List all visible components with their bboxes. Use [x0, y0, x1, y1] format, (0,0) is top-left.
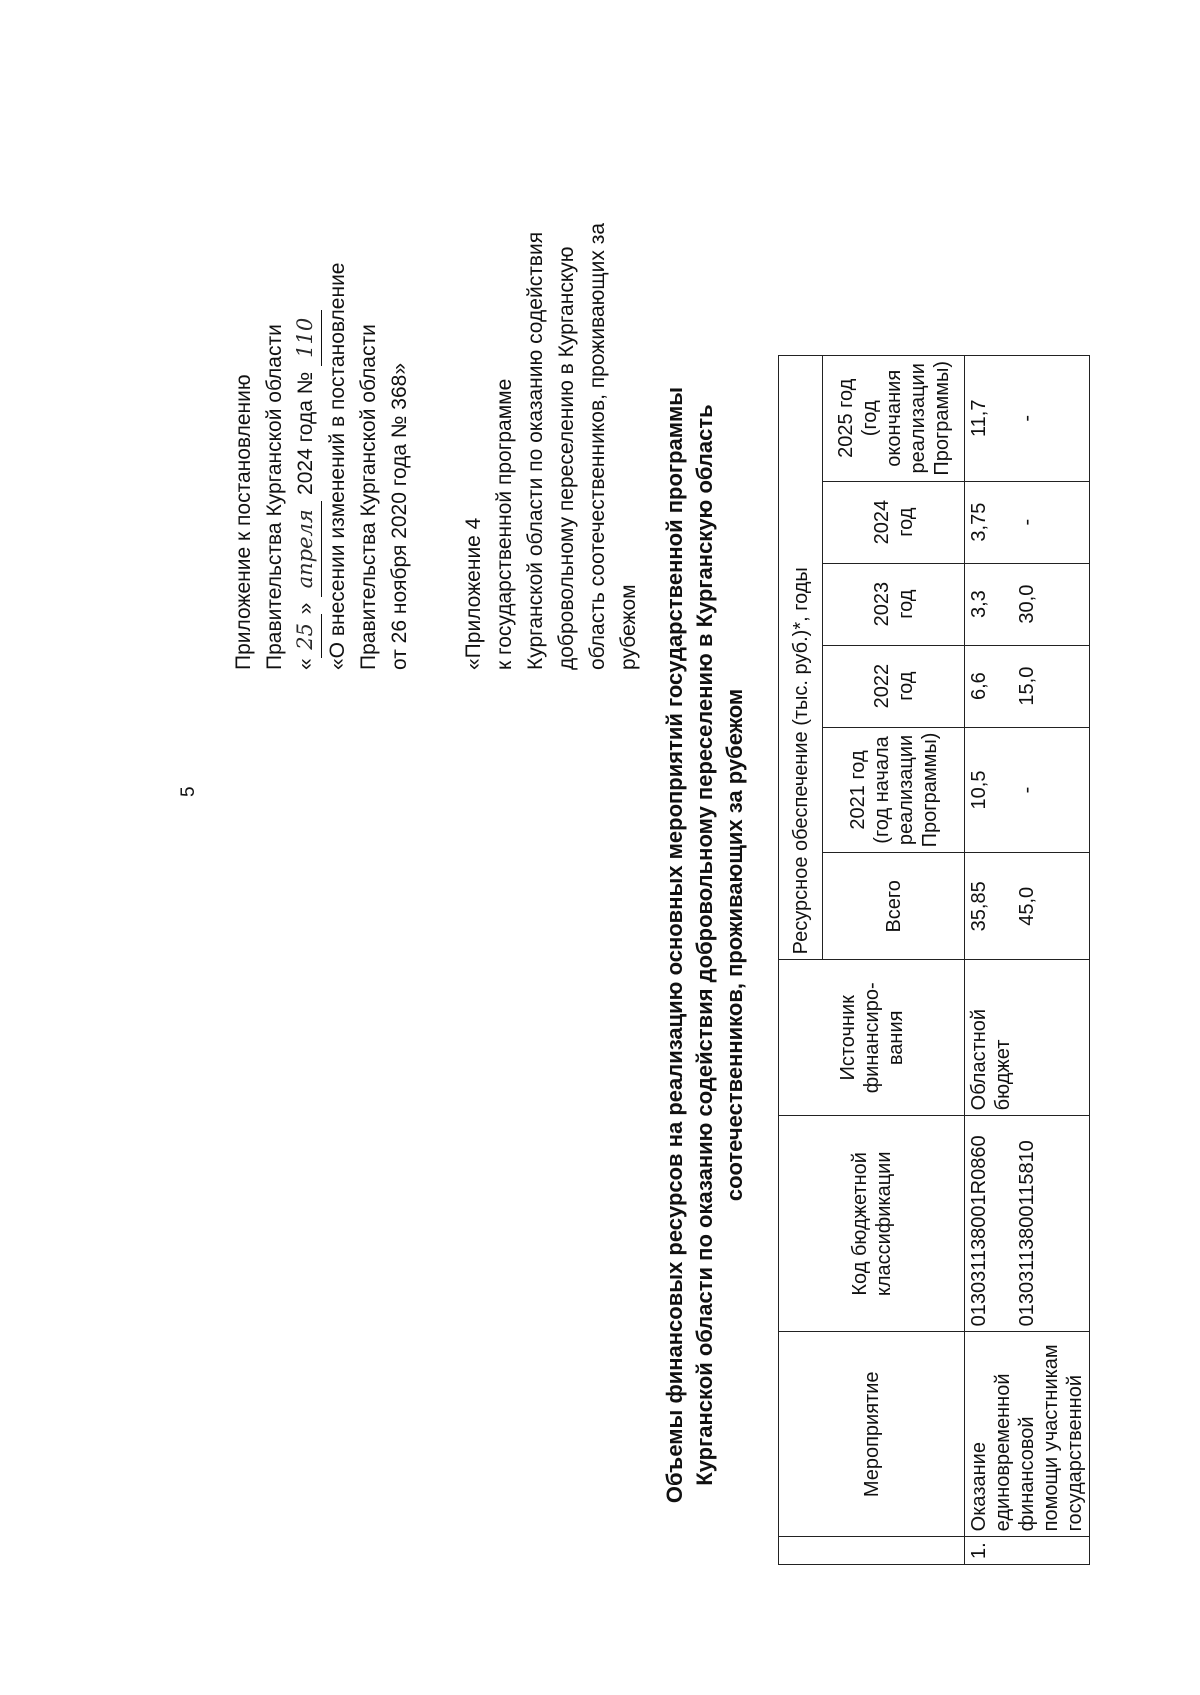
- program-line: рубежом: [617, 584, 640, 670]
- value-2025: 11,7: [968, 399, 990, 437]
- value-2021: -: [1016, 786, 1038, 794]
- header-2023: 2023 год: [823, 563, 965, 645]
- budget-code: 01303113800115810: [1016, 1140, 1038, 1327]
- page-number: 5: [178, 786, 199, 797]
- program-line: к государственной программе: [493, 378, 516, 670]
- appendix-line: Правительства Курганской области: [357, 324, 380, 670]
- value-2021: 10,5: [968, 770, 990, 810]
- row-2022: [965, 645, 1090, 727]
- value-2023: 3,3: [968, 590, 990, 619]
- value-total: 35,85: [968, 881, 990, 932]
- title-line: Объемы финансовых ресурсов на реализацию основных мероприятий государственной программы: [662, 386, 687, 1504]
- value-2022: 6,6: [968, 672, 990, 701]
- row-2025: [965, 355, 1090, 481]
- row-2024: [965, 481, 1090, 563]
- row-total: [965, 853, 1090, 960]
- header-number-cell: [779, 1537, 965, 1565]
- value-2024: 3,75: [968, 502, 990, 542]
- appendix-line: «О внесении изменений в постановление: [326, 262, 349, 670]
- appendix-date-line: [290, 263, 322, 671]
- value-total: 45,0: [1016, 886, 1038, 926]
- title-line: соотечественников, проживающих за рубежом: [722, 688, 747, 1202]
- row-activity: Оказание единовременной финансовой помощи участникам государственной: [965, 1332, 1090, 1537]
- table-row: [965, 355, 1090, 1564]
- value-2022: 15,0: [1016, 666, 1038, 706]
- header-resources: Ресурсное обеспечение (тыс. руб.)*, годы: [779, 355, 823, 959]
- row-2023: [965, 563, 1090, 645]
- program-appendix-header: [458, 223, 644, 670]
- program-line: «Приложение 4: [462, 517, 485, 670]
- appendix-line: Приложение к постановлению: [232, 374, 255, 670]
- financing-table: [778, 355, 1090, 1565]
- header-2021: 2021 год (год начала реализации Программы): [823, 727, 965, 853]
- handwritten-number: 110: [290, 310, 322, 366]
- header-total: Всего: [823, 853, 965, 960]
- program-line: область соотечественников, проживающих за: [586, 222, 609, 670]
- year-text: 2024 года №: [294, 371, 317, 495]
- row-number: 1.: [965, 1537, 1090, 1565]
- row-budget-codes: [965, 1116, 1090, 1332]
- header-2025: 2025 год (год окончания реализации Программы): [823, 355, 965, 481]
- document-title: [660, 335, 750, 1555]
- program-line: добровольному переселению в Курганскую: [555, 246, 578, 670]
- program-line: Курганской области по оказанию содействия: [524, 231, 547, 670]
- row-2021: [965, 727, 1090, 853]
- header-2024: 2024 год: [823, 481, 965, 563]
- value-2025: -: [1016, 414, 1038, 422]
- handwritten-month: апреля: [290, 501, 322, 597]
- appendix-line: Правительства Курганской области: [263, 324, 286, 670]
- open-quote: «: [294, 658, 317, 670]
- appendix-line: от 26 ноября 2020 года № 368»: [388, 362, 411, 670]
- handwritten-day: 25: [290, 614, 322, 658]
- budget-code: 013031138001R0860: [968, 1135, 990, 1327]
- header-2022: 2022 год: [823, 645, 965, 727]
- header-activity: Мероприятие: [779, 1332, 965, 1537]
- value-2023: 30,0: [1016, 584, 1038, 624]
- appendix-header: [228, 263, 415, 671]
- header-funding-source: Источник финансиро-вания: [779, 960, 965, 1116]
- close-quote: »: [294, 602, 317, 615]
- header-budget-code: Код бюджетной классификации: [779, 1116, 965, 1332]
- title-line: Курганской области по оказанию содействия добровольному переселению в Курганскую область: [692, 404, 717, 1486]
- value-2024: -: [1016, 518, 1038, 526]
- row-source: Областной бюджет: [965, 960, 1090, 1116]
